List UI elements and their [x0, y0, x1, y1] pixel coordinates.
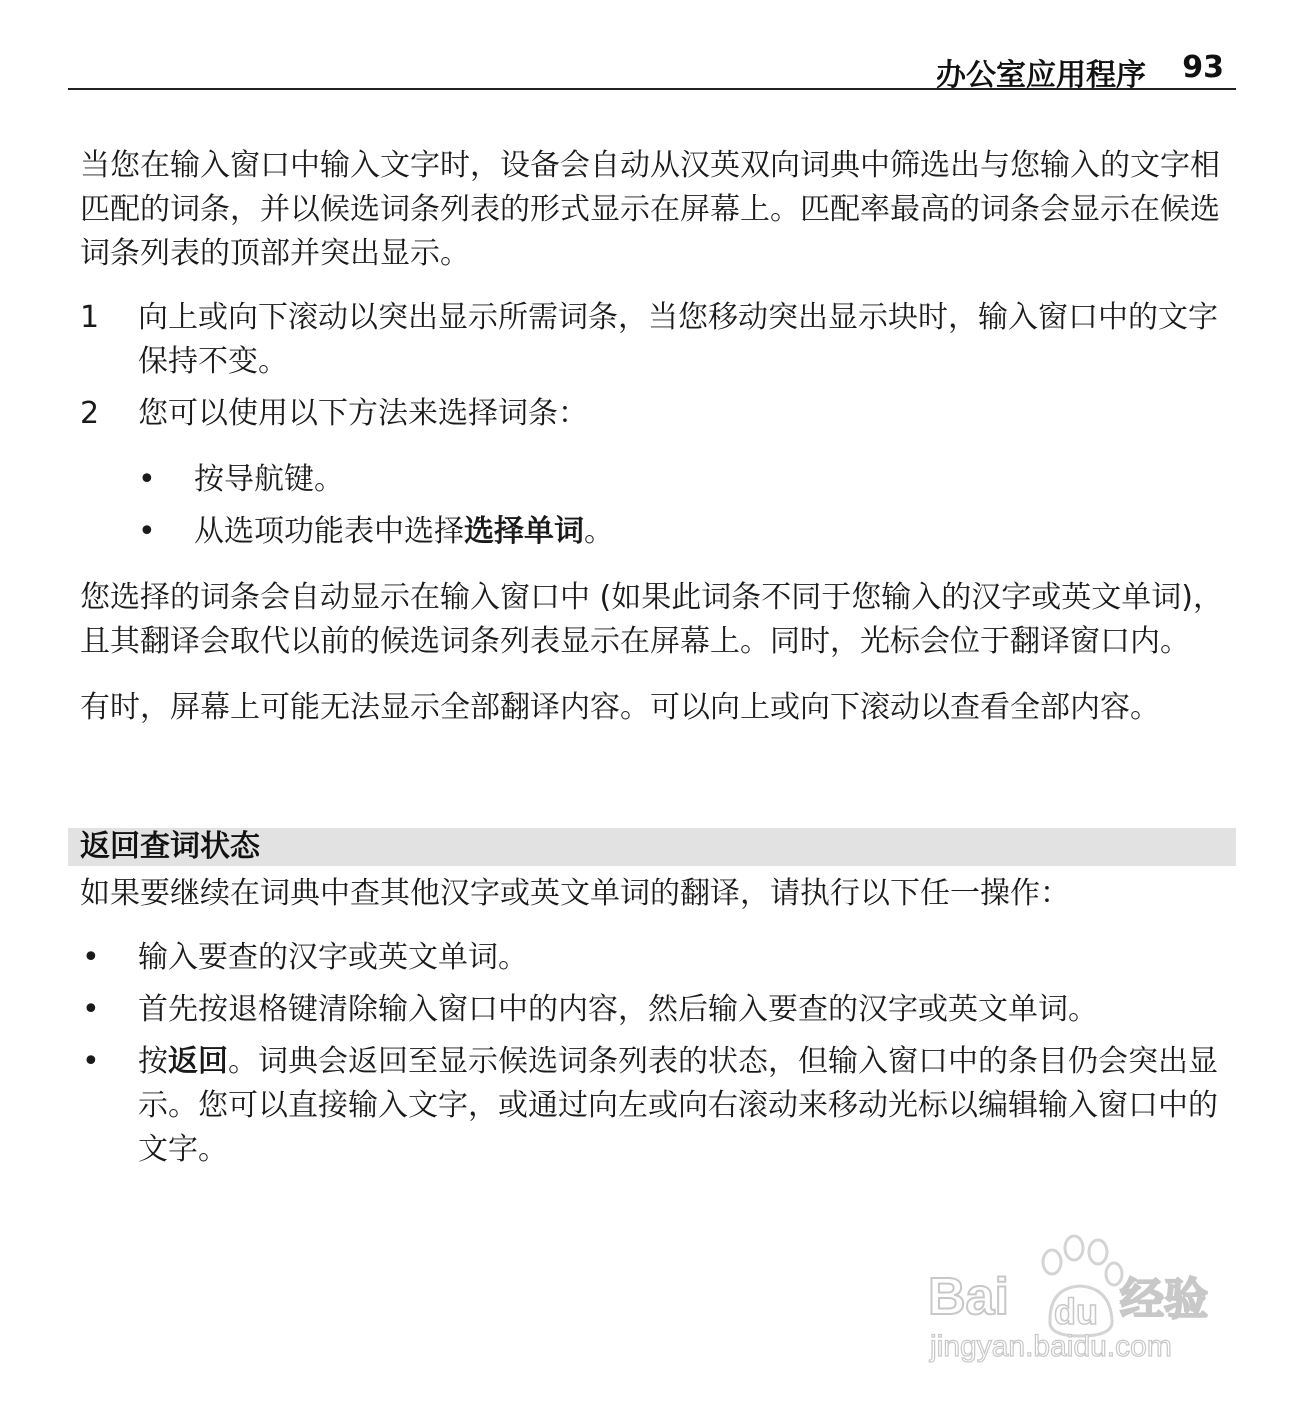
bullet-icon: •: [82, 992, 100, 1027]
option-text-prefix: 从选项功能表中选择: [194, 514, 464, 549]
return-option-3: [80, 1040, 1230, 1172]
watermark-brand-du: du: [1054, 1291, 1098, 1332]
page-header: [68, 44, 1236, 93]
page-number: 93: [1182, 50, 1224, 85]
baidu-paw-logo-icon: [924, 1228, 1224, 1368]
option-text: 输入要查的汉字或英文单词。: [138, 940, 528, 975]
section-heading-bar: [68, 828, 1236, 866]
option-text-suffix: 。词典会返回至显示候选词条列表的状态，但输入窗口中的条目仍会突出显示。您可以直接输入文字，或通过向左或向右滚动来移动光标以编辑输入窗口中的文字。: [138, 1044, 1218, 1167]
intro-paragraph: 当您在输入窗口中输入文字时，设备会自动从汉英双向词典中筛选出与您输入的文字相匹配的词条，并以候选词条列表的形式显示在屏幕上。匹配率最高的词条会显示在候选词条列表的顶部并突出显示。: [80, 148, 1220, 271]
return-option-2: [80, 988, 1230, 1032]
step-number: 1: [80, 300, 100, 335]
bullet-icon: •: [82, 940, 100, 975]
option-text: 首先按退格键清除输入窗口中的内容，然后输入要查的汉字或英文单词。: [138, 992, 1098, 1027]
menu-command-select-word: 选择单词: [464, 514, 584, 549]
step-number: 2: [80, 396, 100, 431]
option-text-suffix: 。: [584, 514, 614, 549]
option-text-prefix: 按: [138, 1044, 168, 1079]
watermark-brand-prefix: Bai: [928, 1268, 1009, 1326]
bullet-icon: •: [138, 514, 156, 549]
header-title: 办公室应用程序: [936, 58, 1146, 93]
option-text: 按导航键。: [194, 462, 344, 497]
result-paragraph: 您选择的词条会自动显示在输入窗口中 (如果此词条不同于您输入的汉字或英文单词)，且其翻译会取代以前的候选词条列表显示在屏幕上。同时，光标会位于翻译窗口内。: [80, 580, 1223, 659]
step-text: 您可以使用以下方法来选择词条：: [138, 396, 588, 431]
option-navigation-key: [80, 458, 1230, 502]
step-1: [80, 296, 1230, 384]
page-body: [80, 144, 1230, 730]
step-2: [80, 392, 1230, 436]
watermark-url: jingyan.baidu.com: [930, 1330, 1172, 1363]
section-intro: 如果要继续在词典中查其他汉字或英文单词的翻译，请执行以下任一操作：: [80, 876, 1070, 911]
bullet-icon: •: [138, 462, 156, 497]
section-body: [80, 872, 1230, 1172]
watermark-brand-cn: 经验: [1120, 1274, 1208, 1325]
section-heading: 返回查词状态: [80, 829, 260, 864]
bullet-icon: •: [82, 1044, 100, 1079]
scroll-paragraph: 有时，屏幕上可能无法显示全部翻译内容。可以向上或向下滚动以查看全部内容。: [80, 690, 1160, 725]
baidu-jingyan-watermark: [924, 1228, 1224, 1368]
step-text: 向上或向下滚动以突出显示所需词条，当您移动突出显示块时，输入窗口中的文字保持不变。: [138, 300, 1218, 379]
key-name-back: 返回: [168, 1044, 228, 1079]
option-select-word: [80, 510, 1230, 554]
return-option-1: [80, 936, 1230, 980]
